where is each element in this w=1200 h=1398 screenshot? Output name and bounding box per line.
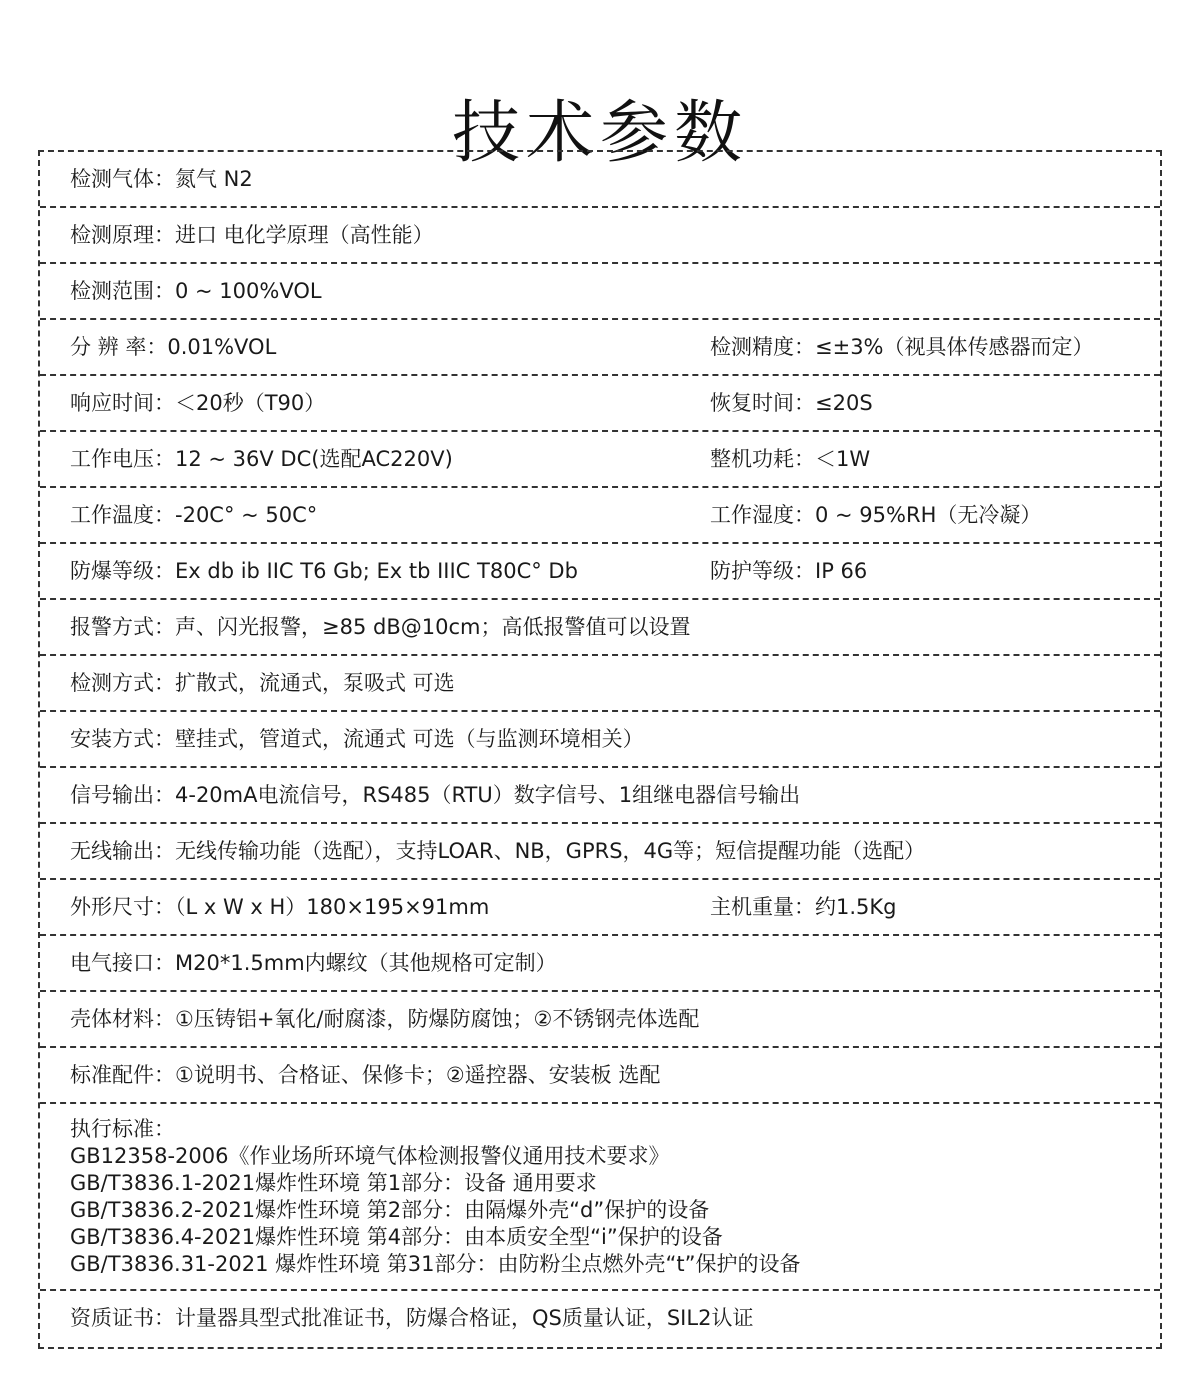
spec-row-voltage [40, 432, 1160, 488]
spec-row-dimensions [40, 880, 1160, 936]
spec-row-accessories [40, 1048, 1160, 1104]
spec-row-response [40, 376, 1160, 432]
spec-housing: 壳体材料：①压铸铝+氧化/耐腐漆，防爆防腐蚀；②不锈钢壳体选配 [70, 1007, 700, 1031]
spec-accuracy: 检测精度：≤±3%（视具体传感器而定） [710, 335, 1094, 359]
spec-explosion-grade: 防爆等级：Ex db ib IIC T6 Gb; Ex tb IIIC T80C° Db [70, 559, 578, 583]
standard-line: GB/T3836.2-2021爆炸性环境 第2部分：由隔爆外壳“d”保护的设备 [70, 1198, 710, 1222]
spec-row-install [40, 712, 1160, 768]
spec-row-wireless [40, 824, 1160, 880]
spec-signal-output: 信号输出：4-20mA电流信号，RS485（RTU）数字信号、1组继电器信号输出 [70, 783, 801, 807]
standard-line: GB/T3836.1-2021爆炸性环境 第1部分：设备 通用要求 [70, 1171, 597, 1195]
spec-row-detect-gas [40, 152, 1160, 208]
standard-line: GB12358-2006《作业场所环境气体检测报警仪通用技术要求》 [70, 1144, 670, 1168]
spec-row-certificates [40, 1291, 1160, 1347]
spec-response-time: 响应时间：＜20秒（T90） [70, 391, 326, 415]
spec-dimensions: 外形尺寸：（L x W x H）180×195×91mm [70, 895, 490, 919]
standards-block [70, 1116, 801, 1278]
spec-row-standards [40, 1104, 1160, 1291]
spec-range: 检测范围：0 ~ 100%VOL [70, 279, 322, 303]
spec-alarm: 报警方式：声、闪光报警，≥85 dB@10cm；高低报警值可以设置 [70, 615, 691, 639]
spec-voltage: 工作电压：12 ~ 36V DC(选配AC220V) [70, 447, 453, 471]
spec-row-housing [40, 992, 1160, 1048]
spec-row-principle [40, 208, 1160, 264]
standard-line: GB/T3836.4-2021爆炸性环境 第4部分：由本质安全型“i”保护的设备 [70, 1225, 723, 1249]
spec-row-signal [40, 768, 1160, 824]
spec-wireless-output: 无线输出：无线传输功能（选配），支持LOAR、NB，GPRS，4G等；短信提醒功能（选配） [70, 839, 926, 863]
page-title: 技术参数 [451, 93, 748, 173]
spec-install: 安装方式：壁挂式，管道式，流通式 可选（与监测环境相关） [70, 727, 644, 751]
spec-weight: 主机重量：约1.5Kg [710, 895, 897, 919]
spec-temperature: 工作温度：-20C° ~ 50C° [70, 503, 318, 527]
spec-certificates: 资质证书：计量器具型式批准证书，防爆合格证，QS质量认证，SIL2认证 [70, 1306, 754, 1330]
spec-power: 整机功耗：＜1W [710, 447, 871, 471]
spec-recovery-time: 恢复时间：≤20S [710, 391, 873, 415]
spec-interface: 电气接口：M20*1.5mm内螺纹（其他规格可定制） [70, 951, 557, 975]
spec-humidity: 工作湿度：0 ~ 95%RH（无冷凝） [710, 503, 1042, 527]
spec-row-alarm [40, 600, 1160, 656]
spec-row-detect-method [40, 656, 1160, 712]
spec-principle: 检测原理：进口 电化学原理（高性能） [70, 223, 434, 247]
spec-row-resolution [40, 320, 1160, 376]
spec-row-temperature [40, 488, 1160, 544]
spec-accessories: 标准配件：①说明书、合格证、保修卡；②遥控器、安装板 选配 [70, 1063, 661, 1087]
spec-detect-gas: 检测气体：氮气 N2 [70, 167, 253, 191]
spec-row-interface [40, 936, 1160, 992]
spec-resolution: 分 辨 率：0.01%VOL [70, 335, 277, 359]
standard-line: GB/T3836.31-2021 爆炸性环境 第31部分：由防粉尘点燃外壳“t”保护的设备 [70, 1252, 801, 1276]
standards-heading: 执行标准： [70, 1117, 175, 1141]
spec-detect-method: 检测方式：扩散式，流通式，泵吸式 可选 [70, 671, 455, 695]
spec-row-explosion [40, 544, 1160, 600]
spec-row-range [40, 264, 1160, 320]
spec-protection-grade: 防护等级：IP 66 [710, 559, 868, 583]
spec-table [38, 150, 1162, 1349]
